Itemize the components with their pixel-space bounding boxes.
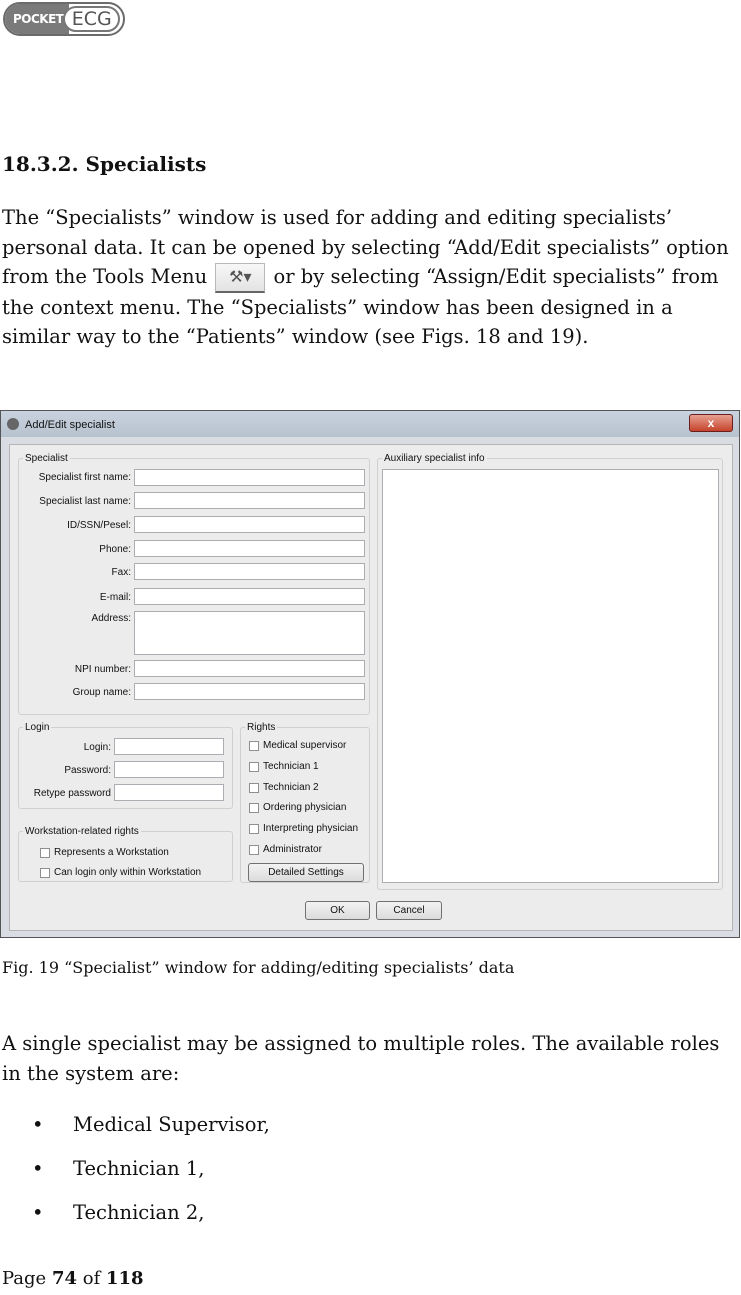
dialog-body — [9, 444, 733, 931]
group-name-label: Group name: — [72, 687, 131, 698]
retype-password-input[interactable] — [114, 784, 224, 801]
id-input[interactable] — [134, 516, 365, 533]
email-input[interactable] — [134, 588, 365, 605]
intro-text-after: or by selecting “Assign/Edit specialists” from the context menu. The “Specialists” window has been designed in a similar way to the “Patients” window (see Figs. 18 and 19). — [2, 265, 719, 348]
workstation-rights-label: Workstation-related rights — [25, 826, 139, 837]
technician-2-checkbox[interactable] — [249, 783, 259, 793]
login-within-workstation-label: Can login only within Workstation — [54, 867, 202, 878]
close-button[interactable]: x — [689, 414, 733, 432]
page-number: 74 — [51, 1268, 78, 1289]
bullet-icon: • — [32, 1157, 44, 1180]
interpreting-physician-checkbox[interactable] — [249, 824, 259, 834]
login-input[interactable] — [114, 738, 224, 755]
role-label: Medical Supervisor, — [73, 1113, 270, 1136]
intro-paragraph — [2, 203, 737, 352]
login-group-label: Login — [25, 722, 50, 733]
rights-group-label: Rights — [247, 722, 276, 733]
bullet-icon: • — [32, 1201, 44, 1224]
tools-icon: ⚒▾ — [215, 263, 265, 293]
pocket-ecg-logo — [3, 2, 125, 36]
technician-1-label: Technician 1 — [263, 761, 319, 772]
logo-ecg-text: ECG — [63, 6, 120, 32]
last-name-input[interactable] — [134, 492, 365, 509]
technician-1-checkbox[interactable] — [249, 762, 259, 772]
role-label: Technician 2, — [73, 1201, 205, 1224]
phone-input[interactable] — [134, 540, 365, 557]
fax-label: Fax: — [111, 567, 131, 578]
dialog-titlebar — [1, 411, 739, 437]
auxiliary-info-label: Auxiliary specialist info — [384, 453, 485, 464]
id-label: ID/SSN/Pesel: — [67, 520, 131, 531]
represents-workstation-label: Represents a Workstation — [54, 847, 169, 858]
represents-workstation-checkbox[interactable] — [40, 848, 50, 858]
add-edit-specialist-dialog — [0, 410, 740, 938]
medical-supervisor-label: Medical supervisor — [263, 740, 347, 751]
retype-password-label: Retype password — [33, 788, 111, 799]
dialog-title: Add/Edit specialist — [25, 419, 115, 431]
role-label: Technician 1, — [73, 1157, 205, 1180]
list-item — [0, 1152, 270, 1196]
roles-list — [0, 1108, 270, 1240]
figure-caption: Fig. 19 “Specialist” window for adding/editing specialists’ data — [2, 958, 515, 977]
interpreting-physician-label: Interpreting physician — [263, 823, 359, 834]
intro-text-before: The “Specialists” window is used for adding and editing specialists’ personal data. It can be opened by selecting “Add/Edit specialists” option from the Tools Menu — [2, 206, 729, 288]
login-within-workstation-checkbox[interactable] — [40, 868, 50, 878]
section-heading: 18.3.2. Specialists — [2, 152, 207, 176]
ok-button[interactable]: OK — [305, 901, 370, 920]
administrator-checkbox[interactable] — [249, 845, 259, 855]
ordering-physician-label: Ordering physician — [263, 802, 347, 813]
page-total: 118 — [105, 1268, 144, 1289]
first-name-label: Specialist first name: — [38, 472, 131, 483]
npi-label: NPI number: — [74, 664, 131, 675]
group-name-input[interactable] — [134, 683, 365, 700]
address-label: Address: — [91, 613, 131, 624]
app-icon — [7, 418, 19, 430]
auxiliary-info-textarea[interactable] — [382, 469, 719, 883]
login-label: Login: — [83, 742, 111, 753]
first-name-input[interactable] — [134, 469, 365, 486]
logo-pocket-text: POCKET — [5, 4, 69, 34]
page-footer — [2, 1268, 144, 1289]
roles-intro-paragraph: A single specialist may be assigned to multiple roles. The available roles in the system are: — [2, 1032, 720, 1085]
administrator-label: Administrator — [263, 844, 322, 855]
footer-of: of — [82, 1268, 101, 1289]
detailed-settings-button[interactable]: Detailed Settings — [248, 863, 364, 882]
bullet-icon: • — [32, 1113, 44, 1136]
email-label: E-mail: — [99, 592, 131, 603]
footer-prefix: Page — [2, 1268, 47, 1289]
npi-input[interactable] — [134, 660, 365, 677]
password-label: Password: — [64, 765, 111, 776]
ordering-physician-checkbox[interactable] — [249, 803, 259, 813]
last-name-label: Specialist last name: — [39, 496, 131, 507]
technician-2-label: Technician 2 — [263, 782, 319, 793]
phone-label: Phone: — [99, 544, 131, 555]
password-input[interactable] — [114, 761, 224, 778]
list-item — [0, 1196, 270, 1240]
list-item — [0, 1108, 270, 1152]
medical-supervisor-checkbox[interactable] — [249, 741, 259, 751]
specialist-group-label: Specialist — [25, 453, 68, 464]
cancel-button[interactable]: Cancel — [376, 901, 442, 920]
address-input[interactable] — [134, 611, 365, 655]
fax-input[interactable] — [134, 563, 365, 580]
